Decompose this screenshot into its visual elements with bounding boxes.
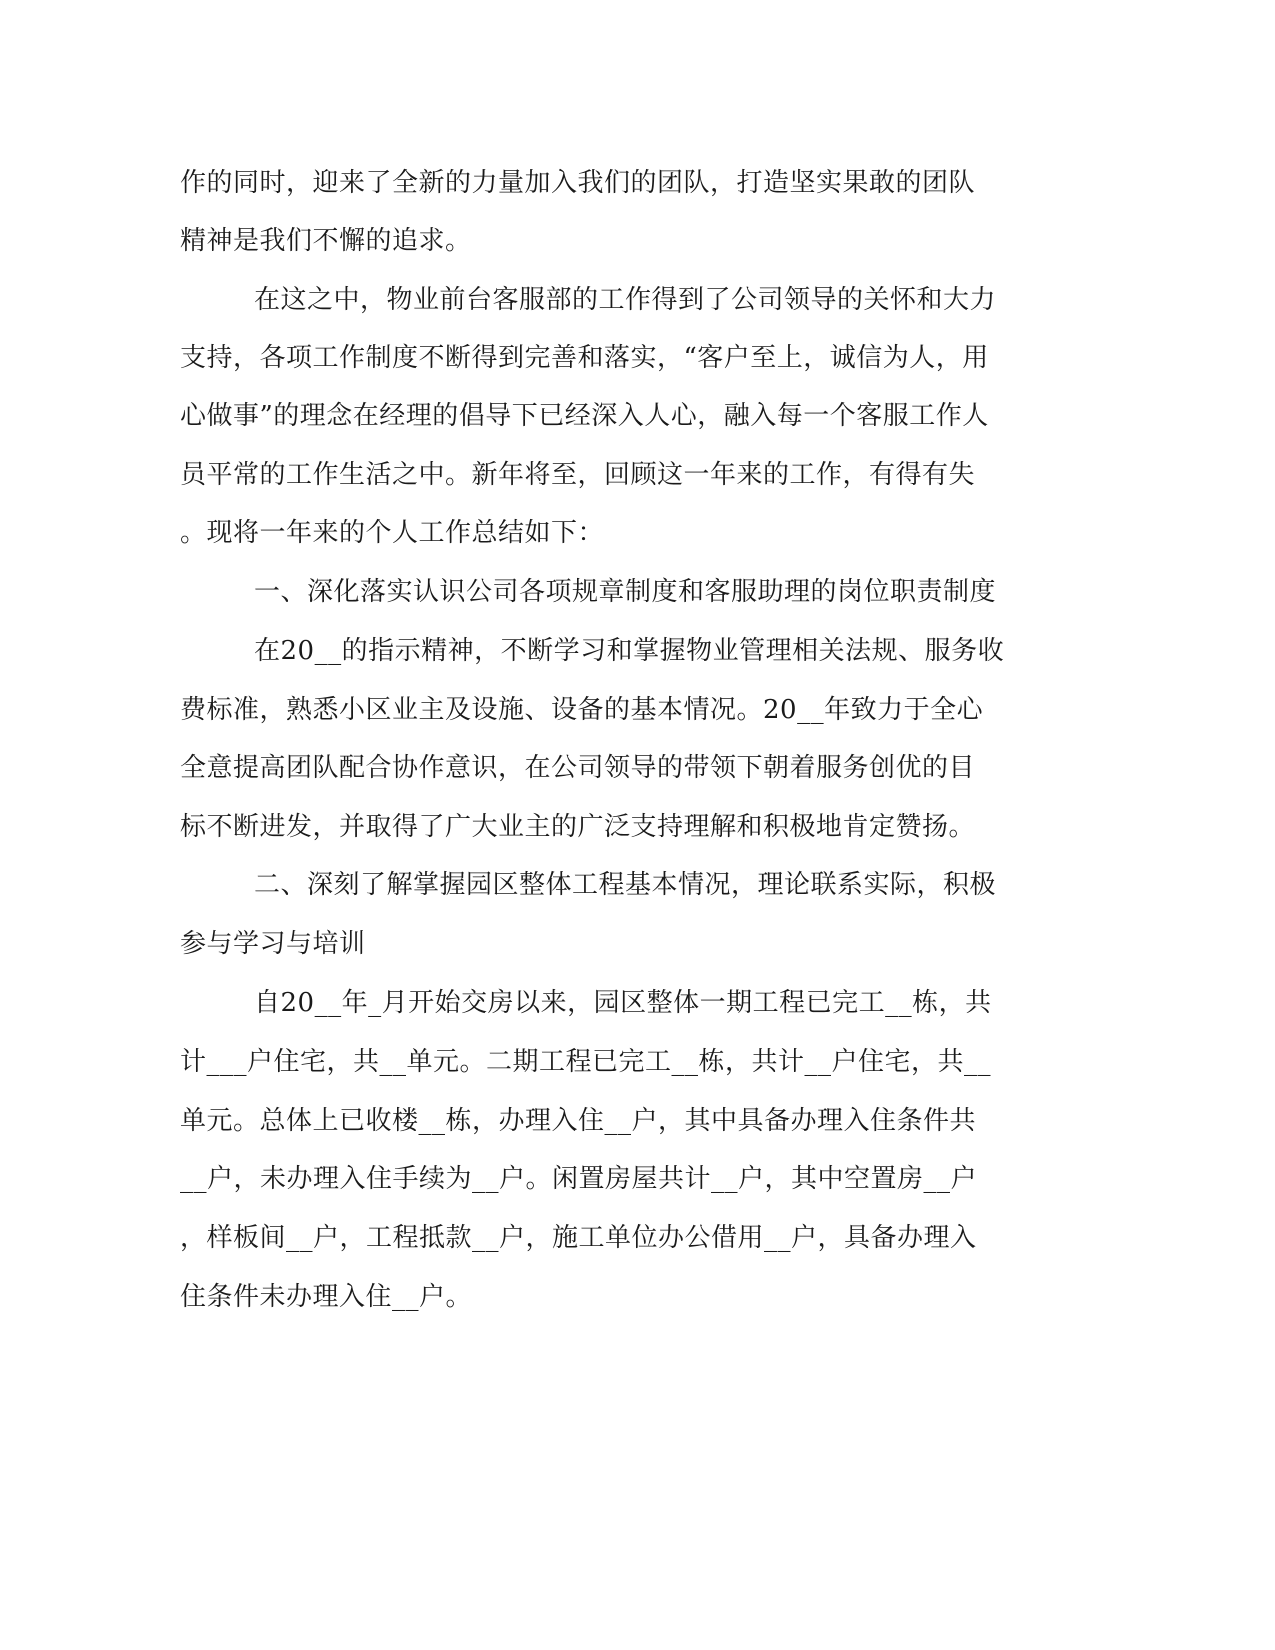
section-heading: 一、深化落实认识公司各项规章制度和客服助理的岗位职责制度 xyxy=(254,577,997,607)
text-line: 费标准，熟悉小区业主及设施、设备的基本情况。20__年致力于全心 xyxy=(180,695,984,725)
text-line: 全意提高团队配合协作意识，在公司领导的带领下朝着服务创优的目 xyxy=(180,753,976,783)
text-line: 单元。总体上已收楼__栋，办理入住__户，其中具备办理入住条件共 xyxy=(180,1106,977,1136)
text-line: 在这之中，物业前台客服部的工作得到了公司领导的关怀和大力 xyxy=(254,285,997,315)
text-line: 在20__的指示精神，不断学习和掌握物业管理相关法规、服务收 xyxy=(254,636,1005,666)
section-heading: 二、深刻了解掌握园区整体工程基本情况，理论联系实际，积极 xyxy=(254,870,997,900)
text-line: 精神是我们不懈的追求。 xyxy=(180,226,472,256)
text-line: 心做事”的理念在经理的倡导下已经深入人心，融入每一个客服工作人 xyxy=(180,401,989,431)
text-line: 住条件未办理入住__户。 xyxy=(180,1282,473,1312)
section-heading: 参与学习与培训 xyxy=(180,929,366,959)
text-line: 自20__年_月开始交房以来，园区整体一期工程已完工__栋，共 xyxy=(254,988,992,1018)
text-line: ，样板间__户，工程抵款__户，施工单位办公借用__户，具备办理入 xyxy=(180,1223,977,1253)
text-line: 员平常的工作生活之中。新年将至，回顾这一年来的工作，有得有失 xyxy=(180,460,976,490)
text-line: 支持，各项工作制度不断得到完善和落实，“客户至上，诚信为人，用 xyxy=(180,343,989,373)
text-line: 计___户住宅，共__单元。二期工程已完工__栋，共计__户住宅，共__ xyxy=(180,1047,992,1077)
text-line: 作的同时，迎来了全新的力量加入我们的团队，打造坚实果敢的团队 xyxy=(180,168,976,198)
text-line: __户，未办理入住手续为__户。闲置房屋共计__户，其中空置房__户 xyxy=(180,1164,978,1194)
text-line: 标不断进发，并取得了广大业主的广泛支持理解和积极地肯定赞扬。 xyxy=(180,812,976,842)
text-line: 。现将一年来的个人工作总结如下： xyxy=(180,518,605,548)
